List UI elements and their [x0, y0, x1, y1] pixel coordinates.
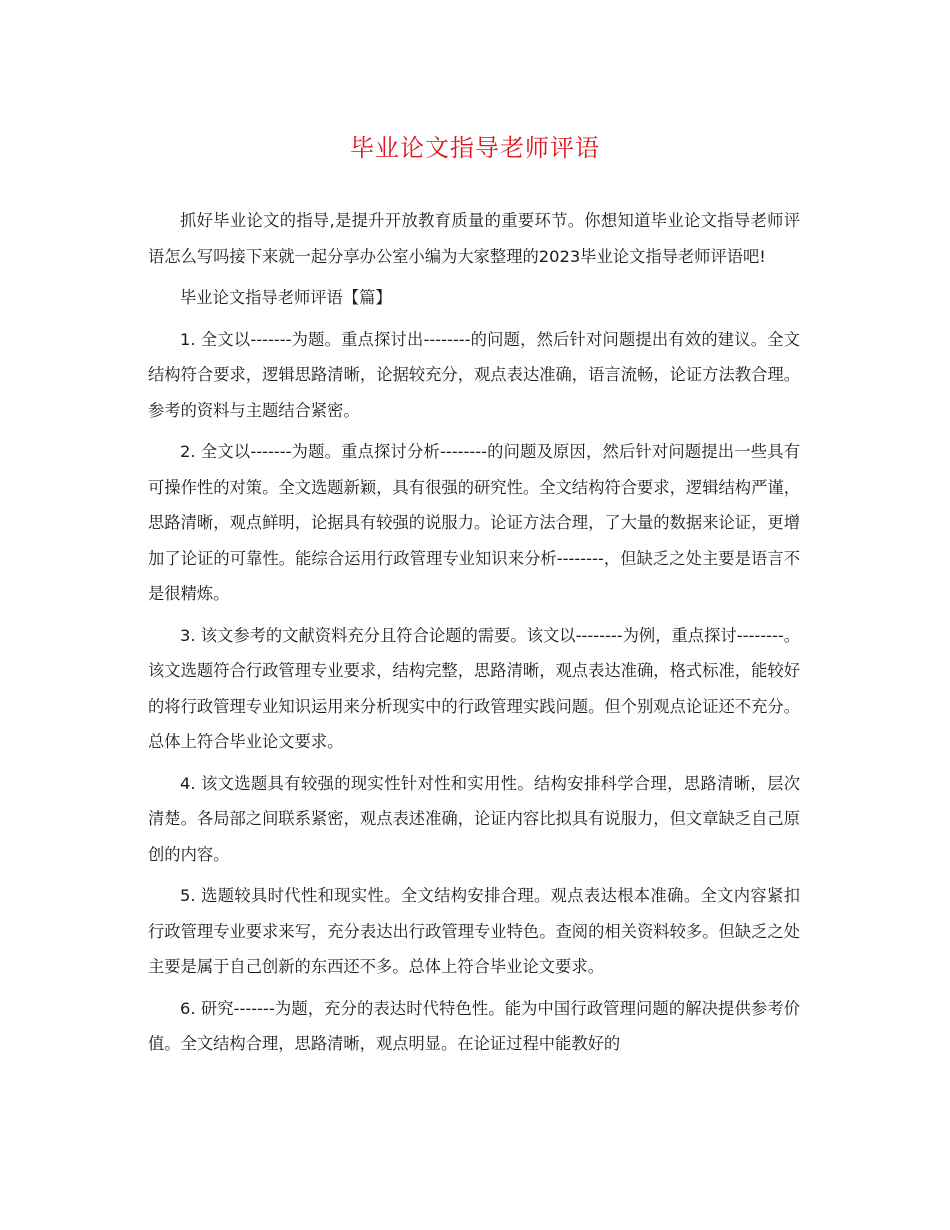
intro-paragraph: 抓好毕业论文的指导,是提升开放教育质量的重要环节。你想知道毕业论文指导老师评语怎么写吗接下来就一起分享办公室小编为大家整理的2023毕业论文指导老师评语吧!: [148, 211, 800, 266]
comment-item-1: 1. 全文以-------为题。重点探讨出--------的问题，然后针对问题提出有效的建议。全文结构符合要求，逻辑思路清晰，论据较充分，观点表达准确，语言流畅，论证方法教合理。参考的资料与主题结合紧密。: [148, 329, 800, 420]
comment-item-5: 5. 选题较具时代性和现实性。全文结构安排合理。观点表达根本准确。全文内容紧扣行政管理专业要求来写，充分表达出行政管理专业特色。查阅的相关资料较多。但缺乏之处主要是属于自己创新的东西还不多。总体上符合毕业论文要求。: [148, 886, 800, 976]
comment-item-3: 3. 该文参考的文献资料充分且符合论题的需要。该文以--------为例，重点探讨--------。该文选题符合行政管理专业要求，结构完整，思路清晰，观点表达准确，格式标准，能较好的将行政管理专业知识运用来分析现实中的行政管理实践问题。但个别观点论证还不充分。总体上符合毕业论文要求。: [148, 625, 800, 751]
comment-item-4: 4. 该文选题具有较强的现实性针对性和实用性。结构安排科学合理，思路清晰，层次清楚。各局部之间联系紧密，观点表述准确，论证内容比拟具有说服力，但文章缺乏自己原创的内容。: [148, 773, 800, 864]
comment-item-6: 6. 研究-------为题，充分的表达时代特色性。能为中国行政管理问题的解决提供参考价值。全文结构合理，思路清晰，观点明显。在论证过程中能教好的: [148, 998, 800, 1053]
section-heading: 毕业论文指导老师评语【篇】: [180, 288, 392, 307]
document-title: 毕业论文指导老师评语: [350, 134, 600, 162]
document-body: [148, 203, 800, 1068]
comment-item-2: 2. 全文以-------为题。重点探讨分析--------的问题及原因，然后针对问题提出一些具有可操作性的对策。全文选题新颖，具有很强的研究性。全文结构符合要求，逻辑结构严谨，思路清晰，观点鲜明，论据具有较强的说服力。论证方法合理，了大量的数据来论证，更增加了论证的可靠性。能综合运用行政管理专业知识来分析--------，但缺乏之处主要是语言不是很精炼。: [148, 442, 800, 603]
